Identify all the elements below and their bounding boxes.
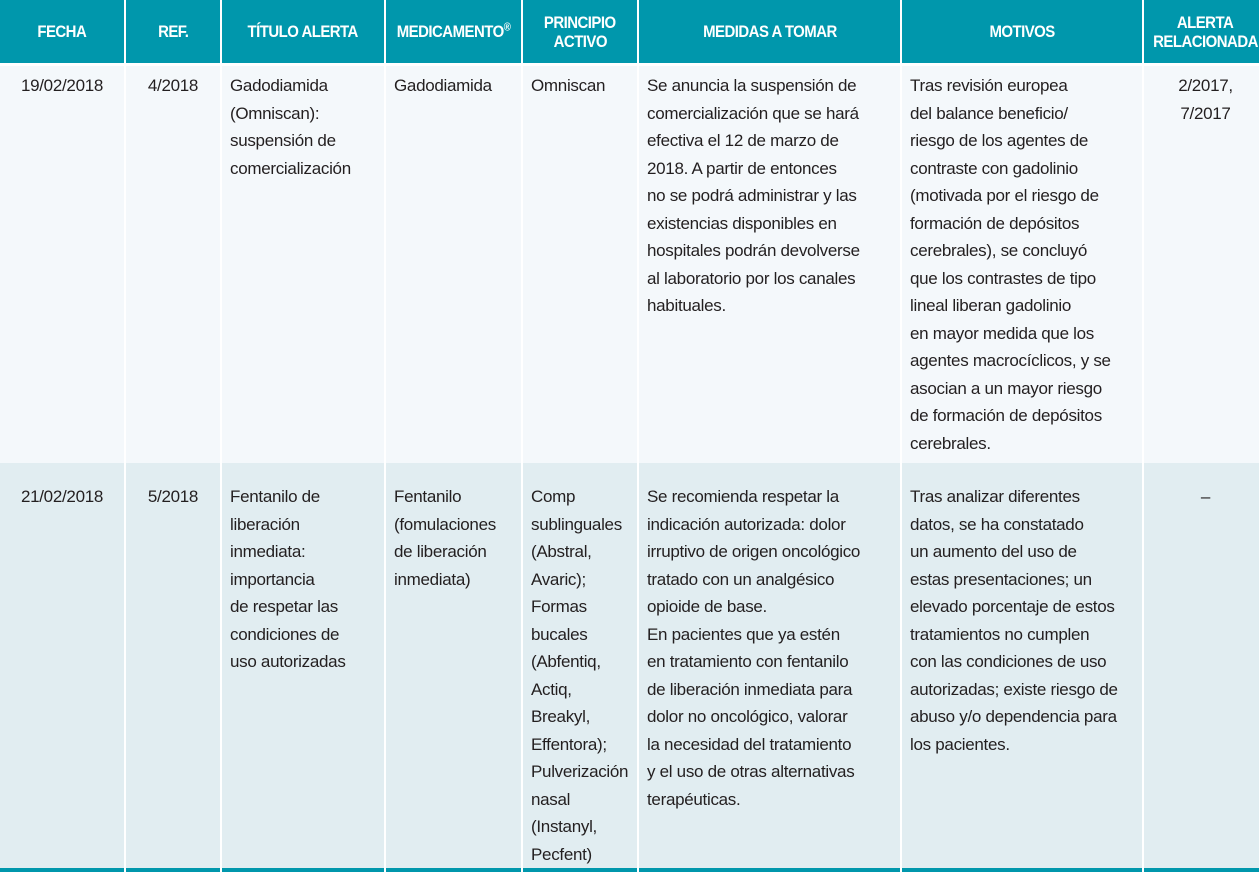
- cell-fecha: 19/02/2018: [0, 66, 124, 463]
- table-row: [0, 463, 1259, 872]
- header-motivos: MOTIVOS: [902, 0, 1142, 66]
- cell-fecha: 21/02/2018: [0, 463, 124, 872]
- header-ref: REF.: [126, 0, 220, 66]
- header-titulo: TÍTULO ALERTA: [222, 0, 384, 66]
- cell-motivos: Tras revisión europea del balance beneficio/ riesgo de los agentes de contraste con gadolinio (motivada por el riesgo de formación de depósitos cerebrales), se concluyó que los contrastes de tipo lineal liberan gadolinio en mayor medida que los agentes macrocíclicos, y se asocian a un mayor riesgo de formación de depósitos cerebrales.: [902, 66, 1142, 463]
- cell-medicamento: Fentanilo (fomulaciones de liberación inmediata): [386, 463, 521, 872]
- cell-medidas: Se anuncia la suspensión de comercialización que se hará efectiva el 12 de marzo de 2018. A partir de entonces no se podrá administrar y las existencias disponibles en hospitales podrán devolverse al laboratorio por los canales habituales.: [639, 66, 900, 463]
- cell-motivos: Tras analizar diferentes datos, se ha constatado un aumento del uso de estas presentaciones; un elevado porcentaje de estos tratamientos no cumplen con las condiciones de uso autorizadas; existe riesgo de abuso y/o dependencia para los pacientes.: [902, 463, 1142, 872]
- header-medicamento: [386, 0, 521, 66]
- header-medidas: MEDIDAS A TOMAR: [639, 0, 900, 66]
- cell-medidas: Se recomienda respetar la indicación autorizada: dolor irruptivo de origen oncológico tratado con un analgésico opioide de base. En pacientes que ya estén en tratamiento con fentanilo de liberación inmediata para dolor no oncológico, valorar la necesidad del tratamiento y el uso de otras alternativas terapéuticas.: [639, 463, 900, 872]
- header-alerta-relacionada: ALERTA RELACIONADA: [1144, 0, 1259, 66]
- header-principio-activo: PRINCIPIO ACTIVO: [523, 0, 637, 66]
- cell-alerta-relacionada: 2/2017, 7/2017: [1144, 66, 1259, 463]
- cell-medicamento: Gadodiamida: [386, 66, 521, 463]
- header-medicamento-label: MEDICAMENTO: [396, 22, 504, 41]
- table-row: [0, 66, 1259, 463]
- cell-principio-activo: Comp sublinguales (Abstral, Avaric); Formas bucales (Abfentiq, Actiq, Breakyl, Effentora); Pulverización nasal (Instanyl, Pecfent): [523, 463, 637, 872]
- cell-principio-activo: Omniscan: [523, 66, 637, 463]
- cell-ref: 4/2018: [126, 66, 220, 463]
- header-row: [0, 0, 1259, 66]
- header-fecha: FECHA: [0, 0, 124, 66]
- cell-titulo: Fentanilo de liberación inmediata: importancia de respetar las condiciones de uso autorizadas: [222, 463, 384, 872]
- cell-ref: 5/2018: [126, 463, 220, 872]
- cell-titulo: Gadodiamida (Omniscan): suspensión de comercialización: [222, 66, 384, 463]
- registered-mark: ®: [503, 21, 511, 34]
- cell-alerta-relacionada: –: [1144, 463, 1259, 872]
